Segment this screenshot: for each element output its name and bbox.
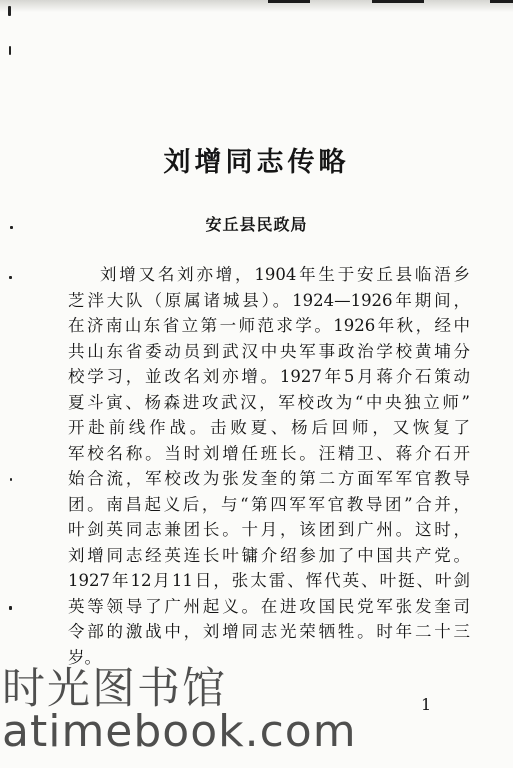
scan-speck (8, 6, 11, 16)
text-line: 芝泮大队（原属诸城县）。1924—1926年期间， (68, 290, 470, 310)
author-line: 安丘县民政局 (205, 215, 308, 234)
text-line: 团。南昌起义后，与“第四军军官教导团”合并， (68, 494, 470, 514)
page-number: 1 (421, 695, 432, 714)
text-line: 叶剑英同志兼团长。十月，该团到广州。这时， (68, 520, 470, 539)
text-line: 校学习，並改名刘亦增。1927年5月蒋介石策动 (68, 367, 470, 386)
watermark-url: atimebook.com (2, 706, 357, 757)
scan-mark (490, 0, 513, 3)
text-line: 岁。 (68, 647, 101, 667)
scan-mark (268, 0, 310, 3)
body-text (68, 262, 470, 670)
text-line: 刘增又名刘亦增，1904年生于安丘县临浯乡 (100, 265, 470, 284)
text-line: 始合流，军校改为张发奎的第二方面军军官教导 (68, 469, 470, 488)
scan-mark (372, 0, 424, 3)
text-line: 令部的激战中，刘增同志光荣牺牲。时年二十三 (68, 622, 470, 641)
scan-speck (9, 46, 11, 55)
text-line: 共山东省委动员到武汉中央军事政治学校黄埔分 (68, 341, 470, 361)
scan-speck (9, 606, 12, 610)
scan-speck (10, 478, 12, 481)
text-line: 夏斗寅、杨森进攻武汉，军校改为“中央独立师” (68, 392, 470, 412)
text-line: 1927年12月11日，张太雷、恽代英、叶挺、叶剑 (68, 571, 470, 590)
text-line: 在济南山东省立第一师范求学。1926年秋，经中 (68, 316, 470, 335)
text-line: 英等领导了广州起义。在进攻国民党军张发奎司 (68, 596, 470, 616)
watermark-chinese: 时光图书馆 (2, 664, 227, 714)
scan-speck (9, 276, 12, 279)
text-line: 刘增同志经英连长叶镛介绍参加了中国共产党。 (68, 545, 470, 565)
scan-top-edge (0, 0, 513, 12)
text-line: 开赴前线作战。击败夏、杨后回师，又恢复了 (68, 418, 470, 437)
text-line: 军校名称。当时刘增任班长。汪精卫、蒋介石开 (68, 443, 470, 463)
page-title: 刘增同志传略 (163, 147, 350, 178)
